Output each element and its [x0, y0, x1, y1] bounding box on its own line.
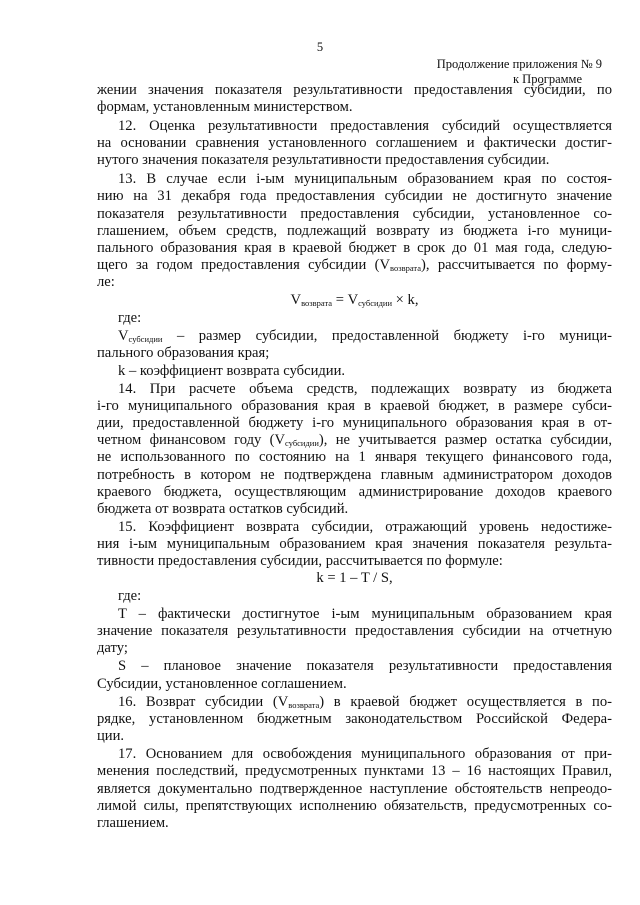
paragraph-13-line: пального образования края в краевой бюджет в срок до 01 мая года, следую-: [97, 240, 612, 256]
where-label: где:: [118, 310, 142, 326]
paragraph-line: жении значения показателя результативности предоставления субсидии, по: [97, 82, 612, 98]
definition-v-subsidy-line: пального образования края;: [97, 345, 270, 361]
formula-return-amount: $V_{возврата} = V_{субсидии} \times k$,: [290, 292, 419, 308]
paragraph-15-line: тивности предоставления субсидии, рассчитывается по формуле:: [97, 553, 503, 569]
paragraph-14-line: дии, предоставленной бюджету i-го муниципального образования края в от-: [97, 415, 612, 431]
paragraph-16-line: рядке, установленном бюджетным законодательством Российской Федера-: [97, 711, 612, 727]
paragraph-13-line: щего за годом предоставления субсидии $(V_{возврата})$, рассчитывается по форму-: [97, 257, 613, 273]
header-program-reference: к Программе: [512, 72, 582, 86]
paragraph-14-line: не использованного по состоянию на 1 января текущего финансового года,: [97, 449, 612, 465]
paragraph-15-line: 15. Коэффициент возврата субсидии, отражающий уровень недостиже-: [118, 519, 612, 535]
definition-s-line: Субсидии, установленное соглашением.: [97, 676, 347, 692]
paragraph-16-line: ции.: [97, 728, 125, 744]
paragraph-17-line: является документально подтвержденное наступление обстоятельств непреодо-: [97, 781, 612, 797]
paragraph-13-line: 13. В случае если i-ым муниципальным образованием края по состоя-: [118, 171, 612, 187]
definition-t-line: T – фактически достигнутое i-ым муниципальным образованием края: [118, 606, 612, 622]
paragraph-13-line: глашением, объем средств, подлежащий возврату из бюджета i-го муници-: [97, 223, 612, 239]
paragraph-13-line: показателя результативности предоставления субсидии, установленное со-: [97, 206, 612, 222]
paragraph-13-line: ле:: [97, 274, 115, 290]
where-label: где:: [118, 588, 142, 604]
paragraph-14-line: краевого бюджета, осуществляющим администрирование доходов краевого: [97, 484, 612, 500]
paragraph-14-line: 14. При расчете объема средств, подлежащих возврату из бюджета: [118, 381, 612, 397]
paragraph-12-line: 12. Оценка результативности предоставления субсидий осуществляется: [118, 118, 612, 134]
paragraph-13-line: нию на 31 декабря года предоставления субсидии не достигнуто значение: [97, 188, 612, 204]
page-number: 5: [316, 40, 324, 54]
definition-v-subsidy: $V_{субсидии}$ – размер субсидии, предоставленной бюджету i-го муници-: [118, 328, 612, 344]
paragraph-17-line: 17. Основанием для освобождения муниципального образования от при-: [118, 746, 612, 762]
paragraph-12-line: на основании сравнения установленного соглашением и фактически достиг-: [97, 135, 612, 151]
paragraph-17-line: менения последствий, предусмотренных пунктами 13 – 16 настоящих Правил,: [97, 763, 612, 779]
paragraph-line: формам, установленным министерством.: [97, 99, 353, 115]
paragraph-14-line: четном финансовом году $(V_{субсидии})$, не учитывается размер остатка субсидии,: [97, 432, 612, 448]
paragraph-14-line: i-го муниципального образования края в краевой бюджет, в размере субси-: [97, 398, 612, 414]
definition-t-line: дату;: [97, 640, 128, 656]
paragraph-14-line: потребность в котором не подтверждена главным администратором доходов: [97, 467, 612, 483]
definition-k: k – коэффициент возврата субсидии.: [118, 363, 346, 379]
definition-s-line: S – плановое значение показателя результативности предоставления: [118, 658, 612, 674]
formula-return-coefficient: k = 1 – T / S,: [316, 570, 393, 586]
paragraph-12-line: нутого значения показателя результативности предоставления субсидии.: [97, 152, 550, 168]
header-appendix-continuation: Продолжение приложения № 9: [436, 57, 602, 71]
paragraph-15-line: ния i-ым муниципальным образованием края значения показателя результа-: [97, 536, 612, 552]
paragraph-17-line: лимой силы, препятствующих исполнению обязательств, предусмотренных со-: [97, 798, 612, 814]
paragraph-17-line: глашением.: [97, 815, 169, 831]
definition-t-line: значение показателя результативности предоставления субсидии на отчетную: [97, 623, 612, 639]
paragraph-14-line: бюджета от возврата остатков субсидий.: [97, 501, 349, 517]
paragraph-16-line: 16. Возврат субсидии $(V_{возврата})$ в краевой бюджет осуществляется в по-: [118, 694, 612, 710]
